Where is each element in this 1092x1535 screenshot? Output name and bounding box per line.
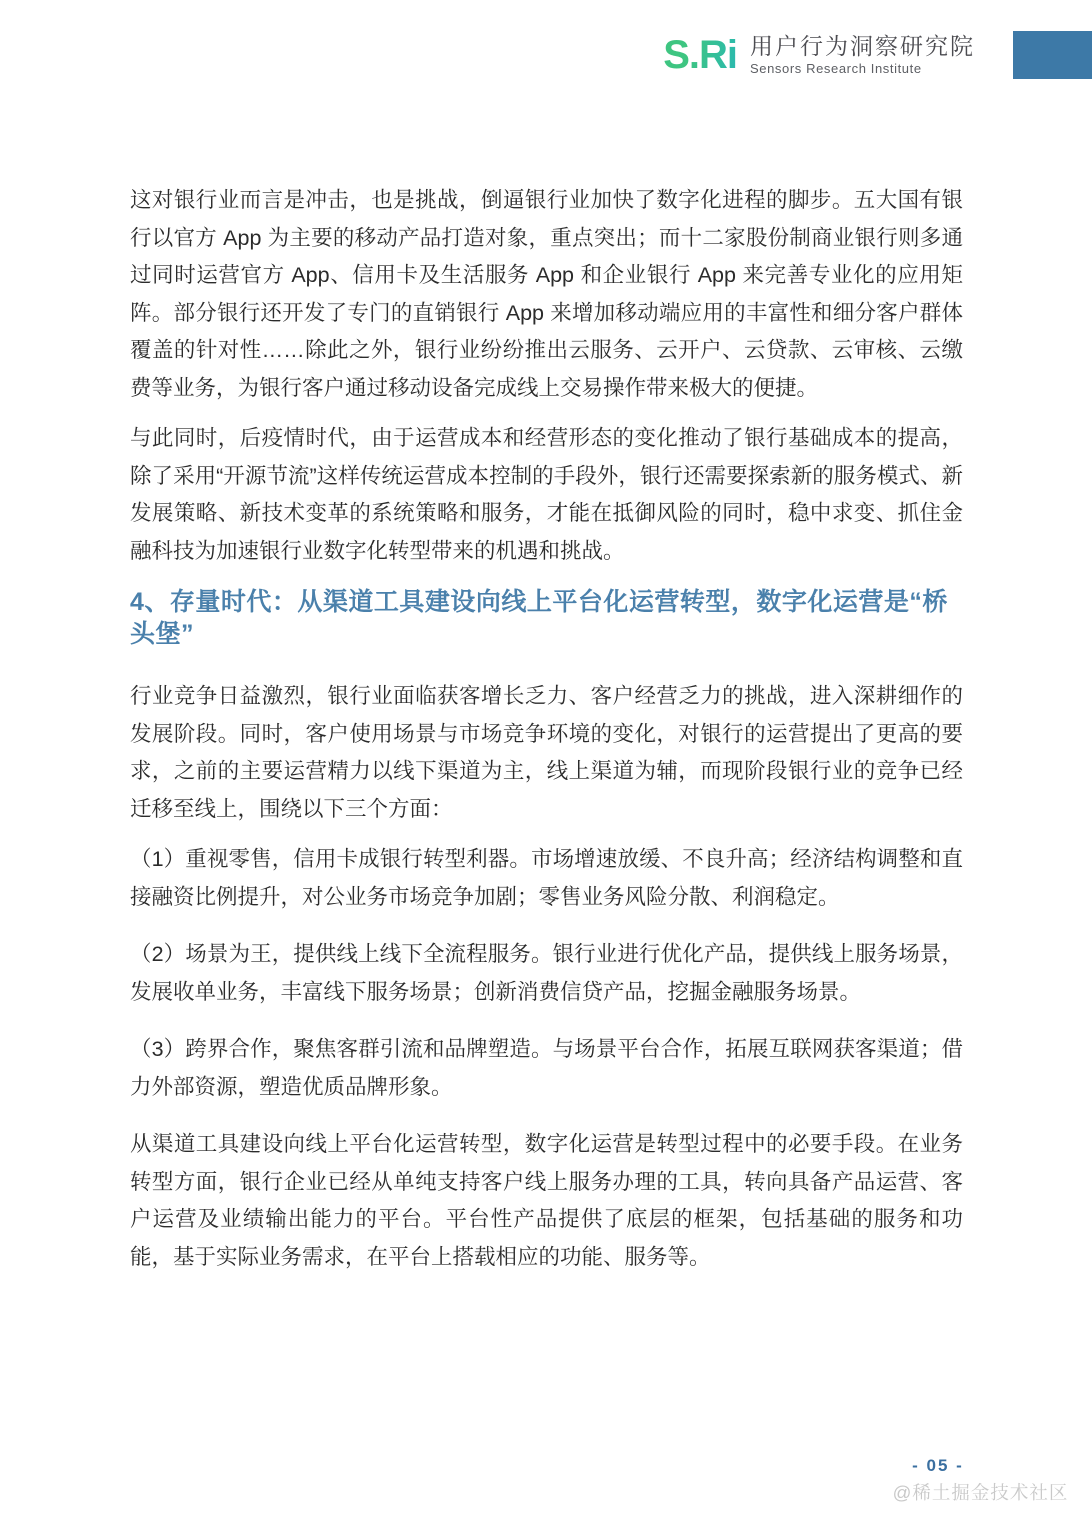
- list-item-2-scenarios: （2）场景为王，提供线上线下全流程服务。银行业进行优化产品，提供线上服务场景，发展收单业务，丰富线下服务场景；创新消费信贷产品，挖掘金融服务场景。: [130, 942, 963, 1004]
- institute-name-cn: 用户行为洞察研究院: [750, 33, 975, 59]
- paragraph-post-pandemic-costs: 与此同时，后疫情时代，由于运营成本和经营形态的变化推动了银行基础成本的提高，除了采用“开源节流”这样传统运营成本控制的手段外，银行还需要探索新的服务模式、新发展策略、新技术变革的系统策略和服务，才能在抵御风险的同时，稳中求变、抓住金融科技为加速银行业数字化转型带来的机遇和挑战。: [130, 426, 963, 563]
- community-watermark: @稀土掘金技术社区: [892, 1482, 1069, 1503]
- logo-text-block: [750, 33, 975, 77]
- institute-name-en: Sensors Research Institute: [750, 61, 922, 76]
- list-item-1-retail: （1）重视零售，信用卡成银行转型利器。市场增速放缓、不良升高；经济结构调整和直接融资比例提升，对公业务市场竞争加剧；零售业务风险分散、利润稳定。: [130, 847, 963, 909]
- list-item-3-cross-industry: （3）跨界合作，聚焦客群引流和品牌塑造。与场景平台合作，拓展互联网获客渠道；借力外部资源，塑造优质品牌形象。: [130, 1037, 963, 1099]
- paragraph-competition-intro: 行业竞争日益激烈，银行业面临获客增长乏力、客户经营乏力的挑战，进入深耕细作的发展阶段。同时，客户使用场景与市场竞争环境的变化，对银行的运营提出了更高的要求，之前的主要运营精力以线下渠道为主，线上渠道为辅，而现阶段银行业的竞争已经迁移至线上，围绕以下三个方面：: [130, 684, 963, 821]
- sri-logo-icon: S.Ri: [663, 33, 737, 77]
- document-body: [130, 182, 963, 1289]
- paragraph-platform-transition: 从渠道工具建设向线上平台化运营转型，数字化运营是转型过程中的必要手段。在业务转型方面，银行企业已经从单纯支持客户线上服务办理的工具，转向具备产品运营、客户运营及业绩输出能力的平台。平台性产品提供了底层的框架，包括基础的服务和功能，基于实际业务需求，在平台上搭载相应的功能、服务等。: [130, 1132, 963, 1269]
- sri-logo: [663, 33, 975, 77]
- section-heading-4: 4、存量时代：从渠道工具建设向线上平台化运营转型，数字化运营是“桥头堡”: [130, 588, 948, 648]
- page-number: - 05 -: [912, 1456, 964, 1475]
- corner-accent-bar: [1013, 31, 1092, 79]
- paragraph-impact-on-banking: 这对银行业而言是冲击，也是挑战，倒逼银行业加快了数字化进程的脚步。五大国有银行以官方 App 为主要的移动产品打造对象，重点突出；而十二家股份制商业银行则多通过同时运营官方 App、信用卡及生活服务 App 和企业银行 App 来完善专业化的应用矩阵。部分银行还开发了专门的直销银行 App 来增加移动端应用的丰富性和细分客户群体覆盖的针对性……除此之外，银行业纷纷推出云服务、云开户、云贷款、云审核、云缴费等业务，为银行客户通过移动设备完成线上交易操作带来极大的便捷。: [130, 188, 963, 400]
